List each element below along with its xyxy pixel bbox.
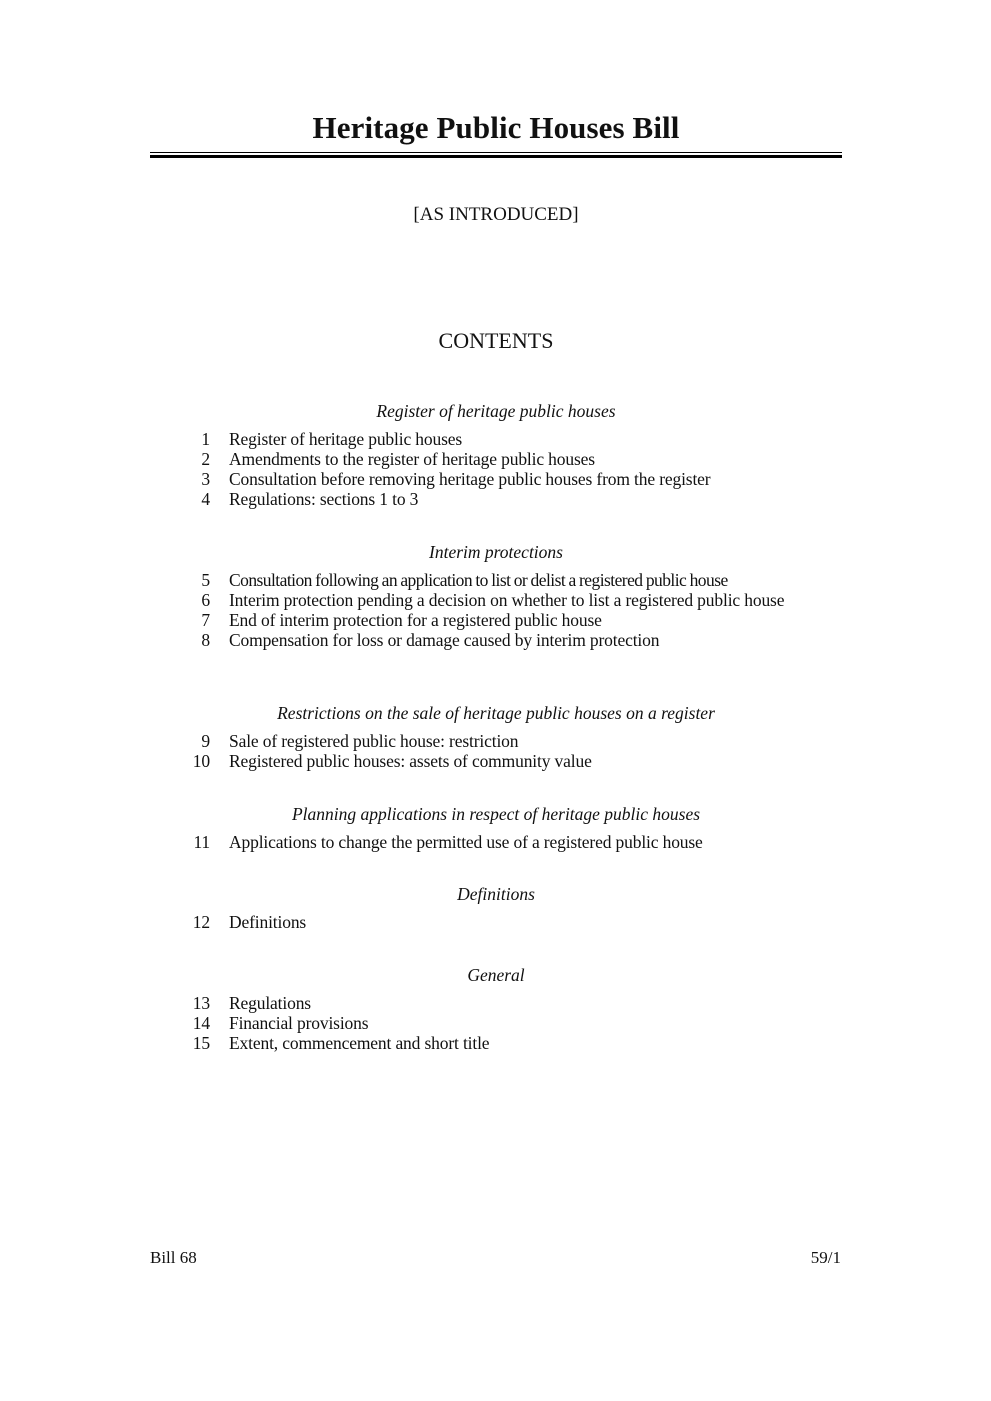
- toc-group-heading: Definitions: [457, 884, 535, 904]
- section-title[interactable]: Compensation for loss or damage caused by interim protection: [229, 630, 660, 650]
- section-number: 3: [201, 469, 210, 489]
- section-number: 14: [192, 1013, 210, 1033]
- toc-entry[interactable]: [150, 590, 849, 610]
- section-number: 9: [201, 731, 210, 751]
- title-rule-thick: [150, 155, 842, 158]
- section-number: 5: [201, 570, 210, 590]
- toc-group-heading: Restrictions on the sale of heritage public houses on a register: [277, 703, 715, 723]
- section-number: 1: [201, 429, 210, 449]
- toc-entry[interactable]: [150, 912, 849, 932]
- toc-entry[interactable]: [150, 469, 849, 489]
- section-title[interactable]: Regulations: [229, 993, 311, 1013]
- section-number: 12: [192, 912, 210, 932]
- section-title[interactable]: Definitions: [229, 912, 307, 932]
- toc-entry[interactable]: [150, 751, 849, 771]
- section-number: 13: [192, 993, 210, 1013]
- toc-group-general: [150, 963, 849, 1053]
- toc-entry[interactable]: [150, 993, 849, 1013]
- section-title[interactable]: Amendments to the register of heritage public houses: [229, 449, 595, 469]
- section-number: 7: [201, 610, 210, 630]
- section-number: 8: [201, 630, 210, 650]
- toc-group-heading: Planning applications in respect of heritage public houses: [291, 804, 701, 824]
- toc-group-heading: Register of heritage public houses: [376, 401, 616, 421]
- toc-group-register: [150, 399, 849, 509]
- section-title[interactable]: Register of heritage public houses: [229, 429, 463, 449]
- toc-group-heading: General: [467, 965, 525, 985]
- toc-entry[interactable]: [150, 731, 849, 751]
- toc-entry[interactable]: [150, 449, 849, 469]
- print-reference: 59/1: [810, 1248, 841, 1267]
- section-title[interactable]: Interim protection pending a decision on whether to list a registered public house: [229, 590, 785, 610]
- toc-entry[interactable]: [150, 610, 849, 630]
- section-number: 6: [201, 590, 210, 610]
- section-title[interactable]: End of interim protection for a registered public house: [229, 610, 602, 630]
- section-number: 2: [201, 449, 210, 469]
- toc-group-sale-restrictions: [150, 701, 849, 771]
- toc-entry[interactable]: [150, 1033, 849, 1053]
- bill-status: [AS INTRODUCED]: [413, 204, 579, 225]
- toc-entry[interactable]: [150, 832, 849, 852]
- section-title[interactable]: Regulations: sections 1 to 3: [229, 489, 419, 509]
- section-title[interactable]: Extent, commencement and short title: [229, 1033, 490, 1053]
- section-number: 15: [192, 1033, 210, 1053]
- toc-entry[interactable]: [150, 1013, 849, 1033]
- page-title: Heritage Public Houses Bill: [312, 110, 680, 145]
- section-title[interactable]: Sale of registered public house: restriction: [229, 731, 519, 751]
- toc-entry[interactable]: [150, 570, 849, 590]
- section-number: 11: [193, 832, 210, 852]
- bill-number: Bill 68: [150, 1248, 197, 1267]
- title-rule-thin: [150, 152, 842, 153]
- section-number: 4: [201, 489, 210, 509]
- section-title[interactable]: Applications to change the permitted use of a registered public house: [229, 832, 703, 852]
- toc-group-interim-protections: [150, 540, 849, 650]
- section-title[interactable]: Registered public houses: assets of community value: [229, 751, 592, 771]
- section-title[interactable]: Consultation following an application to list or delist a registered public house: [229, 570, 728, 590]
- toc-group-definitions: [150, 882, 849, 932]
- section-title[interactable]: Financial provisions: [229, 1013, 369, 1033]
- toc-entry[interactable]: [150, 489, 849, 509]
- toc-entry[interactable]: [150, 429, 849, 449]
- toc-entry[interactable]: [150, 630, 849, 650]
- contents-heading: CONTENTS: [438, 328, 554, 353]
- section-number: 10: [192, 751, 210, 771]
- section-title[interactable]: Consultation before removing heritage public houses from the register: [229, 469, 711, 489]
- toc-group-heading: Interim protections: [429, 542, 563, 562]
- toc-group-planning-applications: [150, 802, 849, 852]
